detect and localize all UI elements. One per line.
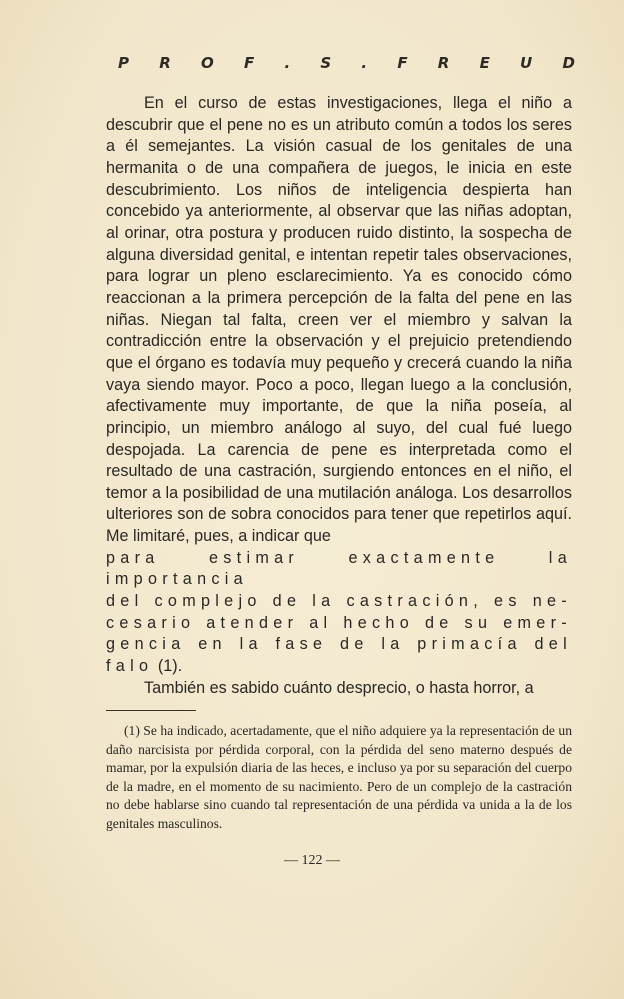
running-head-letter: F bbox=[243, 54, 256, 72]
running-head-letter: S bbox=[320, 54, 333, 72]
running-head-letter: P bbox=[118, 54, 130, 72]
running-head-letter: U bbox=[520, 54, 534, 72]
running-head-letter: O bbox=[201, 54, 215, 72]
spaced-line-4: gencia en la fase de la primacía del bbox=[106, 635, 572, 654]
spaced-line-3: cesario atender al hecho de su emer- bbox=[106, 613, 572, 632]
running-head-letter: . bbox=[361, 54, 369, 72]
running-head-letter: F bbox=[397, 54, 409, 72]
footnote-rule bbox=[106, 710, 196, 711]
page-number: — 122 — bbox=[284, 853, 340, 868]
spaced-line-1: para estimar exactamente la importancia bbox=[106, 548, 572, 589]
paragraph-1: En el curso de estas investigaciones, llega el niño a descubrir que el pene no es un atributo común a todos los seres a él semejantes. La visión casual de los genitales de una hermanita o de una compañera de juegos, le inicia en este descubrimiento. Los niños de inteligencia despierta han concebido ya anteriormente, al observar que las niñas adoptan, al orinar, otra postura y producen ruido distinto, la sospecha de alguna diversidad genital, e intentan repetir tales observaciones, para lograr un pleno esclarecimiento. Ya es conocido cómo reaccionan a la primera percepción de la falta del pene en las niñas. Niegan tal falta, creen ver el miembro y salvan la contradicción entre la observación y el prejuicio pretendiendo que el órgano es todavía muy pequeño y crecerá cuando la niña vaya siendo mayor. Poco a poco, llegan luego a la conclusión, afectivamente muy importante, de que la niña poseía, al principio, un miembro análogo al suyo, del cual fué luego despojada. La carencia de pene es interpretada como el resultado de una castración, surgiendo entonces en el niño, el temor a la posibilidad de una mutilación análoga. Los desarrollos ulteriores son de sobra conocidos para tener que repetirlos aquí. Me limitaré, pues, a indicar que bbox=[106, 94, 572, 546]
running-head-letter: R bbox=[159, 54, 172, 72]
running-head-letter: D bbox=[562, 54, 576, 72]
footnote bbox=[106, 722, 572, 834]
running-head-letter: R bbox=[437, 54, 451, 72]
paragraph-2: También es sabido cuánto desprecio, o hasta horror, a bbox=[144, 678, 534, 697]
running-head bbox=[118, 54, 576, 72]
running-head-letter: . bbox=[284, 54, 292, 72]
footnote-text: (1) Se ha indicado, acertadamente, que el niño adquiere ya la representación de un daño narcisista por pérdida corporal, con la pérdida del seno materno después de mamar, por la expulsión diaria de las heces, e incluso ya por su separación del cuerpo de la madre, en el momento de su nacimiento. Pero de un complejo de la castración no debe hablarse sino cuando tal representación de una pérdida va unida a la de los genitales masculinos. bbox=[106, 723, 572, 831]
spaced-line-5-text: falo bbox=[106, 657, 154, 676]
spaced-line-5 bbox=[106, 656, 572, 678]
spaced-line-2: del complejo de la castración, es ne- bbox=[106, 592, 572, 611]
body-text bbox=[106, 93, 572, 699]
running-head-letter: E bbox=[479, 54, 491, 72]
footnote-reference: (1). bbox=[157, 657, 183, 676]
